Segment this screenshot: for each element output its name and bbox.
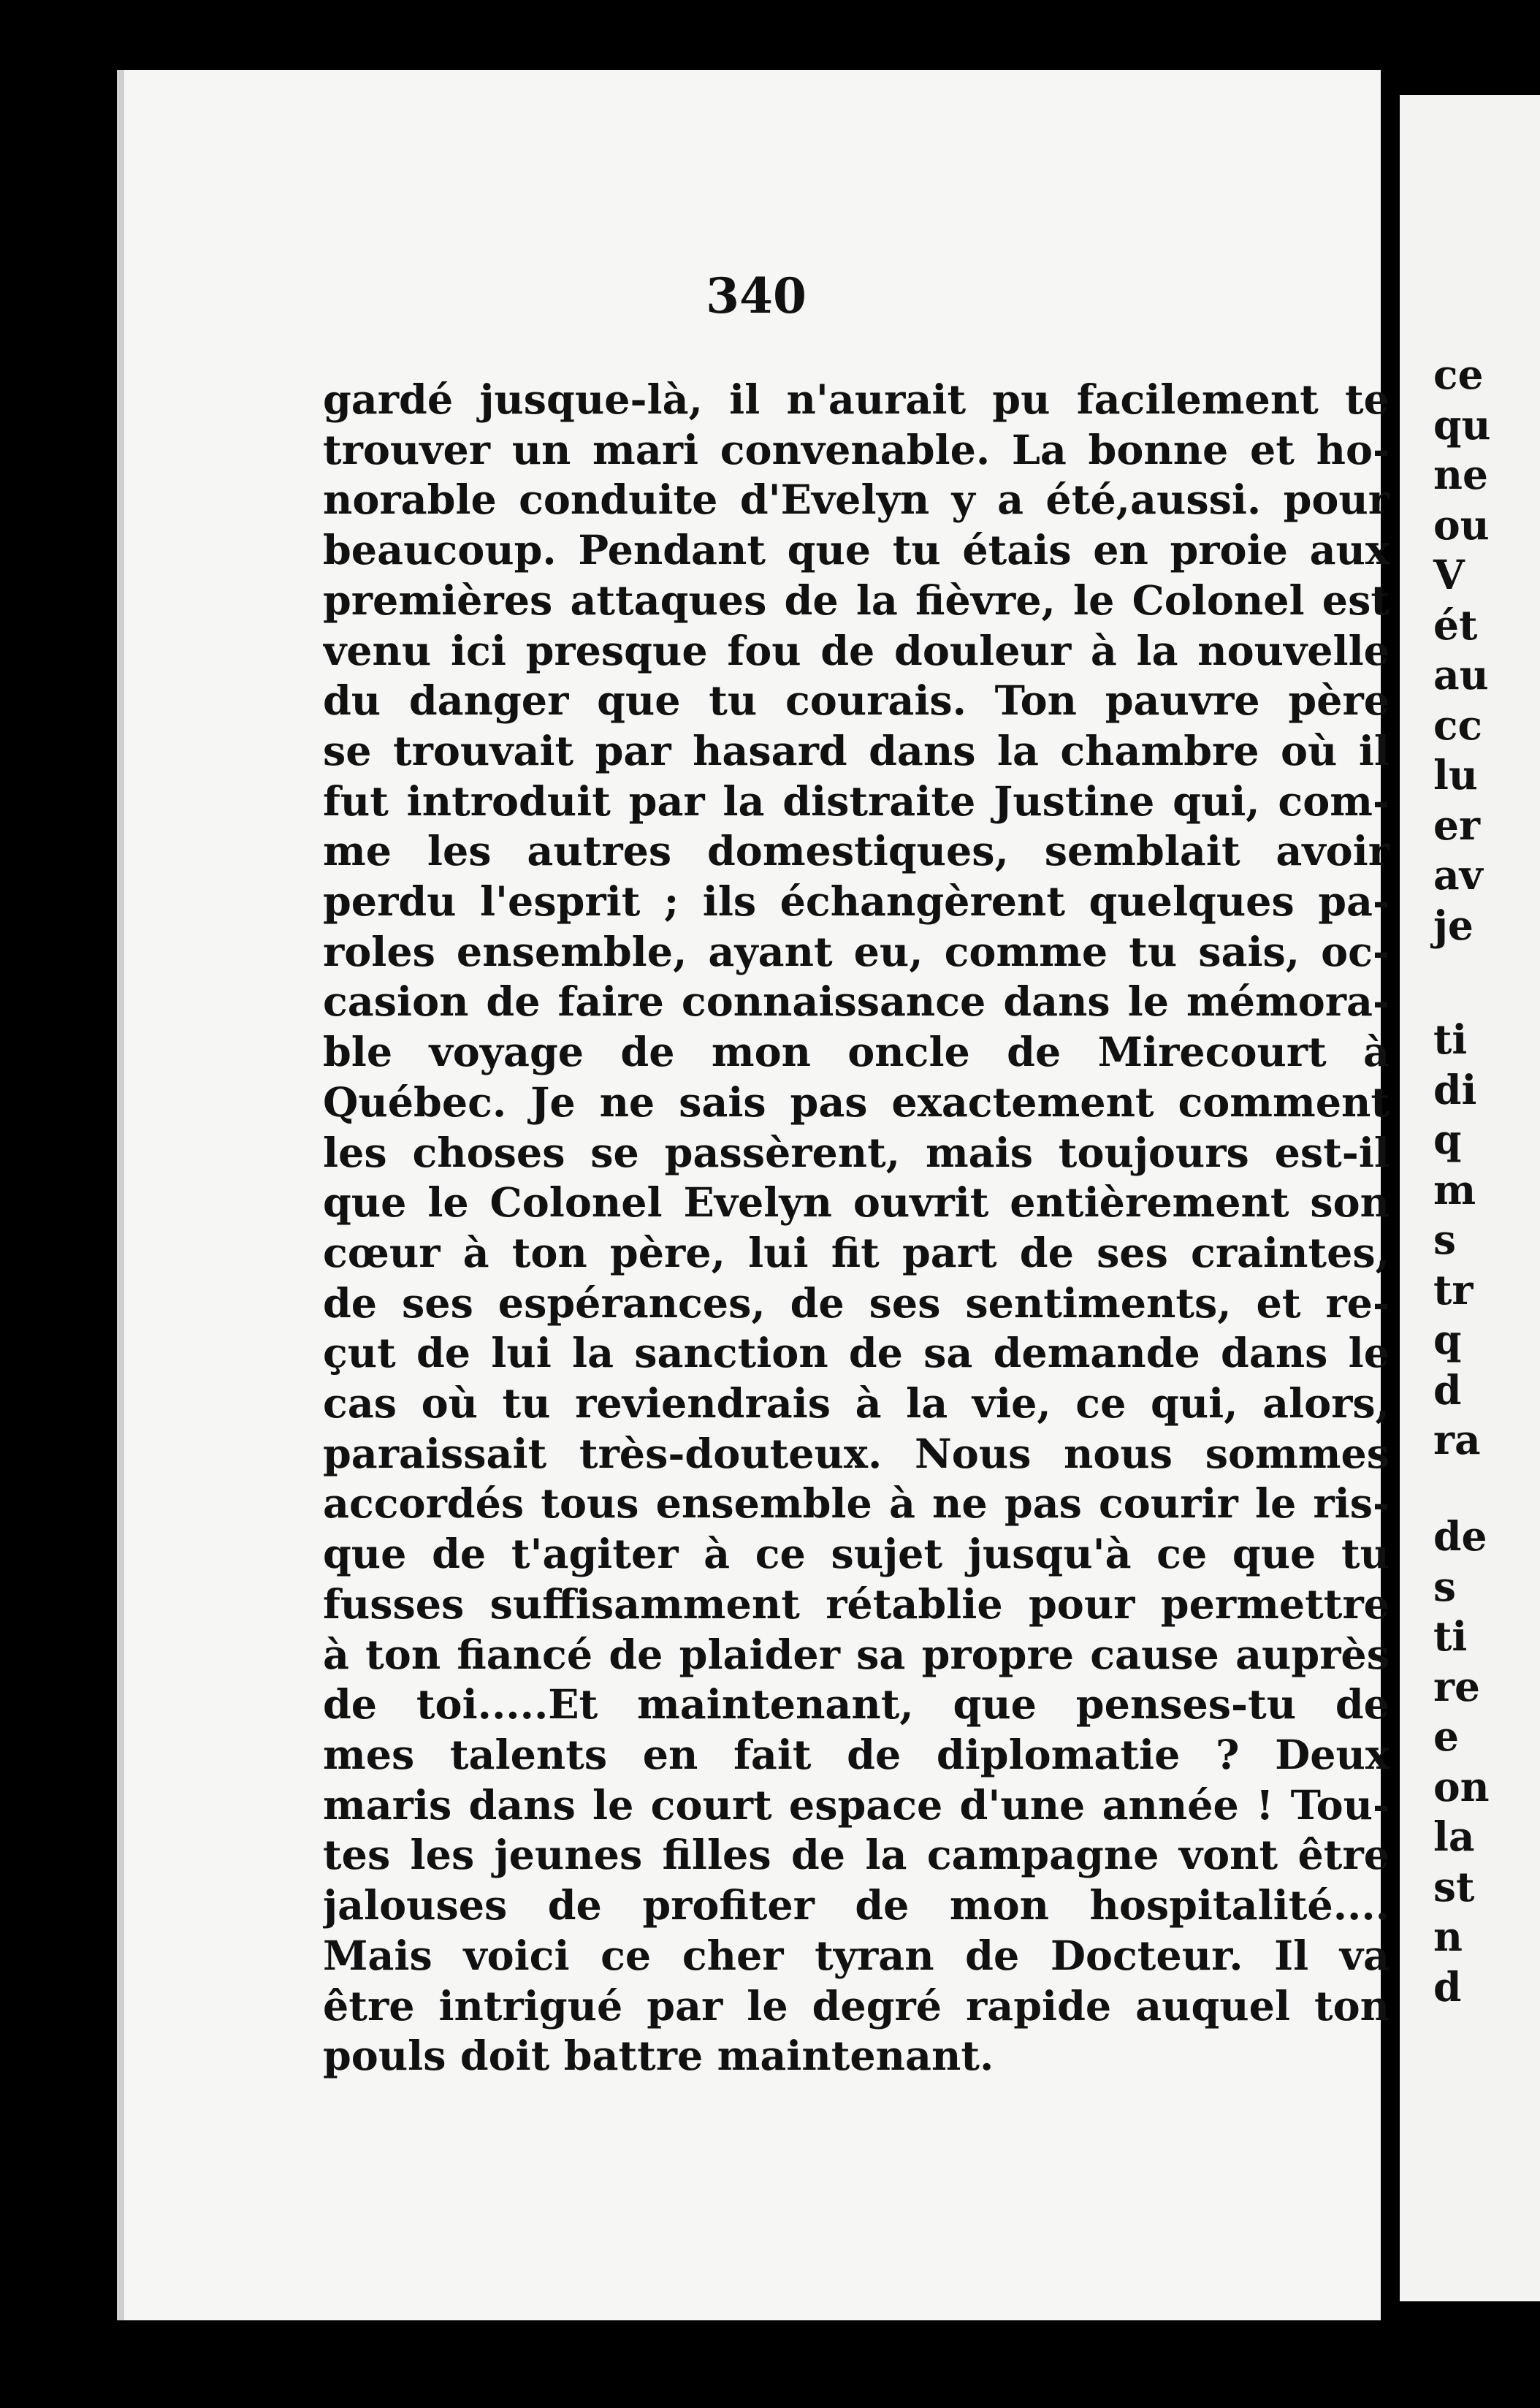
- text-line: Québec. Je ne sais pas exactement comment: [323, 1078, 1390, 1127]
- facing-page-edge: [1400, 95, 1540, 2301]
- facing-page-fragment: tr: [1433, 1265, 1474, 1314]
- facing-page-fragment: ét: [1433, 601, 1478, 649]
- facing-page-fragment: e: [1433, 1712, 1459, 1760]
- book-page: [117, 70, 1390, 2320]
- text-line: de ses espérances, de ses sentiments, et re-: [323, 1279, 1390, 1327]
- facing-page-fragment: re: [1433, 1662, 1480, 1710]
- text-line: que de t'agiter à ce sujet jusqu'à ce que tu: [323, 1531, 1390, 1579]
- text-line: pouls doit battre maintenant.: [323, 2032, 994, 2081]
- facing-page-fragment: di: [1433, 1065, 1477, 1113]
- facing-page-fragment: d: [1433, 1962, 1462, 2011]
- text-line: roles ensemble, ayant eu, comme tu sais, oc-: [323, 928, 1390, 976]
- text-line: se trouvait par hasard dans la chambre où il: [323, 727, 1390, 775]
- text-line: gardé jusque-là, il n'aurait pu facilement te: [323, 376, 1390, 424]
- text-line: maris dans le court espace d'une année ! Tou-: [323, 1781, 1390, 1829]
- text-line: que le Colonel Evelyn ouvrit entièrement son: [323, 1179, 1390, 1227]
- text-line: à ton fiancé de plaider sa propre cause auprès: [323, 1631, 1390, 1679]
- facing-page-fragment: de: [1433, 1512, 1487, 1560]
- facing-page-fragment: cc: [1433, 701, 1482, 749]
- facing-page-fragment: ce: [1433, 351, 1484, 398]
- facing-page-fragment: q: [1433, 1116, 1462, 1163]
- facing-page-fragment: m: [1433, 1165, 1476, 1213]
- text-line: paraissait très-douteux. Nous nous sommes: [323, 1430, 1390, 1478]
- text-line: perdu l'esprit ; ils échangèrent quelques pa-: [323, 878, 1390, 926]
- facing-page-fragment: d: [1433, 1365, 1462, 1414]
- text-line: me les autres domestiques, semblait avoir: [323, 828, 1390, 876]
- facing-page-fragment: ti: [1433, 1612, 1468, 1660]
- page-number: 340: [706, 267, 807, 324]
- facing-page-fragment: la: [1433, 1813, 1475, 1860]
- facing-page-fragment: av: [1433, 851, 1483, 899]
- facing-page-fragment: n: [1433, 1913, 1463, 1960]
- text-line: fusses suffisamment rétablie pour permettre: [323, 1580, 1390, 1628]
- facing-page-fragment: on: [1433, 1762, 1490, 1810]
- text-line: tes les jeunes filles de la campagne vont être: [323, 1832, 1390, 1880]
- facing-page-fragment: ti: [1433, 1016, 1468, 1063]
- facing-page-fragment: er: [1433, 801, 1480, 849]
- text-line: être intrigué par le degré rapide auquel ton: [323, 1982, 1390, 2030]
- text-line: fut introduit par la distraite Justine qui, com-: [323, 777, 1390, 826]
- text-line: norable conduite d'Evelyn y a été,aussi. pour: [323, 476, 1390, 525]
- text-line: mes talents en fait de diplomatie ? Deux: [323, 1731, 1390, 1779]
- text-line: ble voyage de mon oncle de Mirecourt à: [323, 1029, 1390, 1077]
- facing-page-fragment: ou: [1433, 500, 1490, 549]
- text-line: trouver un mari convenable. La bonne et ho-: [323, 426, 1390, 474]
- body-text: [323, 376, 1390, 2082]
- text-line: cas où tu reviendrais à la vie, ce qui, alors,: [323, 1380, 1390, 1428]
- facing-page-fragment: qu: [1433, 400, 1491, 449]
- text-line: les choses se passèrent, mais toujours est-il: [323, 1129, 1390, 1177]
- text-line: Mais voici ce cher tyran de Docteur. Il va: [323, 1932, 1390, 1980]
- text-line: casion de faire connaissance dans le mémora-: [323, 978, 1390, 1026]
- facing-page-fragment: st: [1433, 1862, 1475, 1910]
- facing-page-fragment: q: [1433, 1316, 1462, 1363]
- text-line: çut de lui la sanction de sa demande dans le: [323, 1330, 1390, 1378]
- facing-page-fragment: je: [1433, 901, 1474, 949]
- text-line: cœur à ton père, lui fit part de ses craintes,: [323, 1229, 1390, 1277]
- text-line: premières attaques de la fièvre, le Colonel est: [323, 576, 1390, 625]
- text-line: venu ici presque fou de douleur à la nouvelle: [323, 627, 1390, 675]
- facing-page-fragment: lu: [1433, 751, 1478, 799]
- facing-page-fragment: au: [1433, 651, 1489, 698]
- text-line: de toi.....Et maintenant, que penses-tu de: [323, 1681, 1390, 1729]
- facing-page-fragment: ra: [1433, 1416, 1481, 1463]
- text-line: jalouses de profiter de mon hospitalité....: [323, 1882, 1390, 1930]
- facing-page-fragment: s: [1433, 1216, 1456, 1263]
- text-line: beaucoup. Pendant que tu étais en proie aux: [323, 527, 1390, 575]
- text-line: du danger que tu courais. Ton pauvre père: [323, 677, 1390, 725]
- facing-page-fragment: ne: [1433, 451, 1488, 498]
- facing-page-fragment: s: [1433, 1562, 1456, 1610]
- text-line: accordés tous ensemble à ne pas courir le ris-: [323, 1480, 1390, 1528]
- facing-page-fragment: V: [1433, 551, 1465, 598]
